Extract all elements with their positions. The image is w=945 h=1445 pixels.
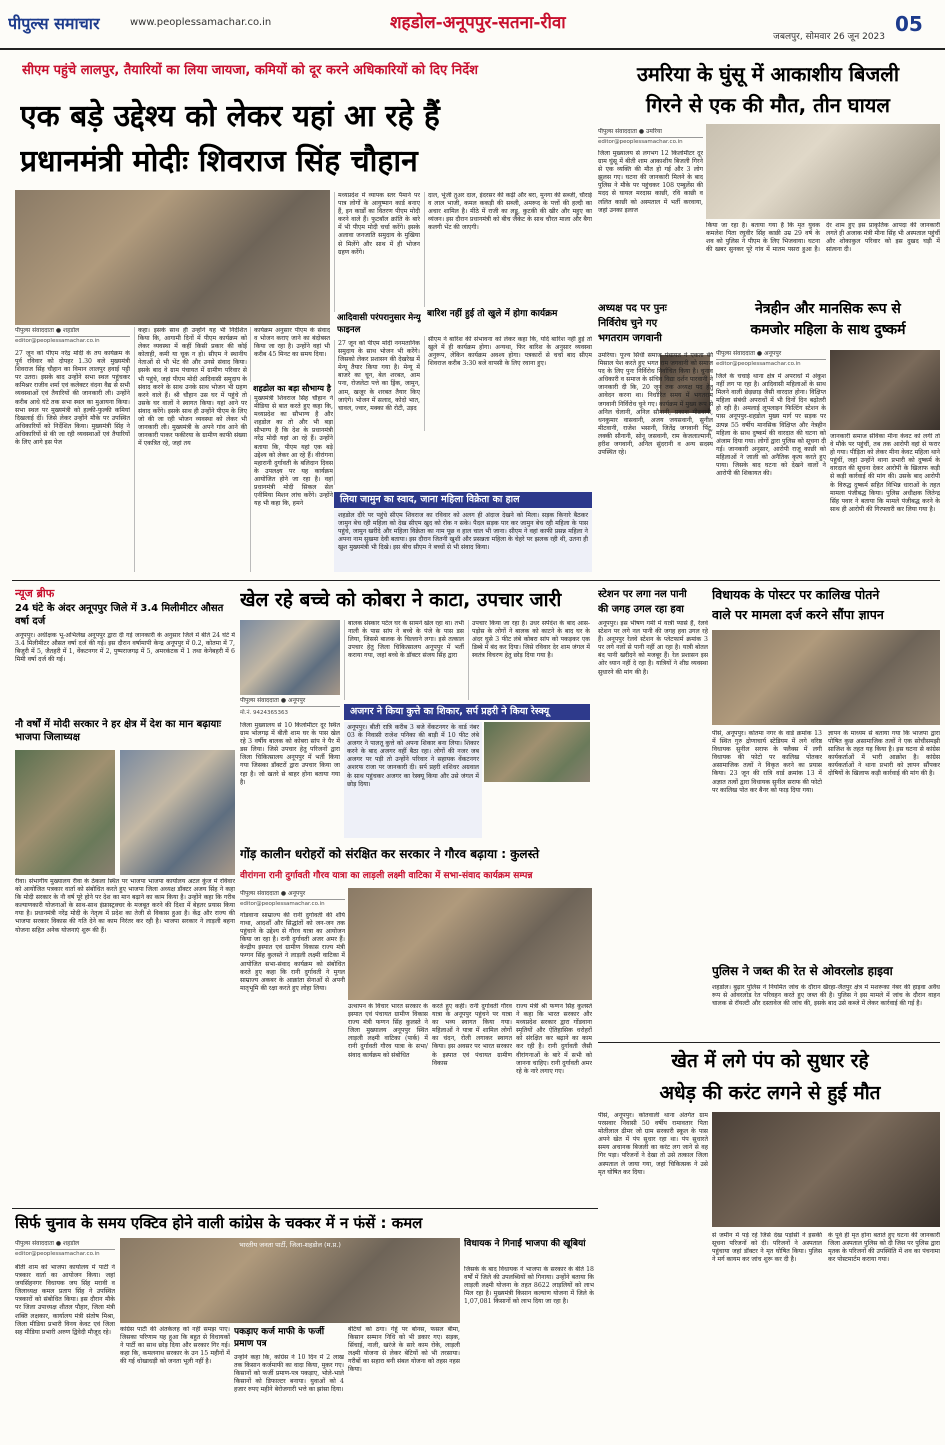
lead-email: editor@peoplessamachar.co.in bbox=[15, 338, 100, 344]
disabled-headline-2: कमजोर महिला के साथ दुष्कर्म bbox=[750, 322, 906, 338]
umaria-body-2: किया जा रहा है। बताया गया है कि मृत युवक कमलेश पिता रघुवीर सिंह काछी उम्र 29 वर्ष के शव को पुलिस ने पीएम के लिए भिजवाया। घटना की खबर सुनकर पूरे गांव में मातम पसरा हुआ है। देर शाम हुए इस प्राकृतिक आपदा की जानकारी लगते ही अजाक मंत्री मीना सिंह भी अस्पताल पहुंचीं और शोकाकुल परिवार को इस दुखद घड़ी में सांत्वना दी। bbox=[706, 222, 940, 254]
lead-col-2: कहा। इसके साथ ही उन्होंने यह भी निर्देशित किया कि, आगामी दिनों में पीएम कार्यक्रम को लेकर व्यवस्था में कहीं किसी प्रकार की कोई कोताही, कमी या चूक न हो। सीएम ने स्थानीय नेताओं से भी भेंट की और उनसे संवाद किया। इसके बाद वे ग्राम पंचायत में ग्रामीण परिवार से भी पहुंचे, जहां पीएम मोदी आदिवासी समुदाय के संवाद करने के साथ उनके साथ भोजन भी ग्रहण करने वाले हैं। श्री चौहान उस घर में पहुंचे तो उसके घर वालों ने स्वागत किया। यहां आने पर संवाद करेंगे। इसके साथ ही उन्होंने पीएम के लिए जो की जा रही भोजन व्यवस्था को लेकर भी जानकारी ली। मुख्यमंत्री के अपने गांव आने की जानकारी पाकर फकीरया के ग्रामीण काफी संख्या में एकत्रित रहे, जहां तय bbox=[134, 327, 247, 572]
cobra-headline: खेल रहे बच्चे को कोबरा ने काटा, उपचार जारी bbox=[240, 589, 562, 611]
cobra-photo bbox=[240, 620, 340, 695]
pump-body-2: से जमीन में पड़े रहे जिसे देख पड़ोसी ने इसकी सूचना परिजनों को दी। परिजनों ने अस्पताल पहुंचाया जहां डॉक्टर ने मृत घोषित किया। पुलिस ने मर्ग कायम कर जांच शुरू कर दी है। bbox=[712, 1232, 822, 1264]
congress-subhead-scheme: विधायक ने गिनाईं भाजपा की खूबियां bbox=[464, 1239, 586, 1249]
poster-body: पीसं, अनूपपुर। कोतमा नगर के वार्ड क्रमांक 13 में स्थित गुरु द्रोणाचार्य स्टेडियम में लगे वरिष्ठ विधायक सुनील सराफ के फ्लैक्स में लगी विधायक की फोटो पर कालिख पोतकर असामाजिक तत्वों ने विकृत करने का प्रयास किया। 23 जून की रात्रि वार्ड क्रमांक 13 में अज्ञात तत्वों द्वारा विधायक सुनील सराफ की फोटो पर कालिख पोत कर बैनर को फाड़ दिया गया। bbox=[712, 730, 822, 794]
poster-body-2: ज्ञापन के माध्यम से बताया गया कि भाजपा द्वारा पोषित कुछ असामाजिक तत्वों ने एक सोचीसमझी साजिश के तहत यह किया है। इस घटना से कांग्रेस कार्यकर्ताओं में भारी आक्रोश है। कांग्रेस कार्यकर्ताओं ने थाना प्रभारी को ज्ञापन सौंपकर दोषियों के खिलाफ कड़ी कार्रवाई की मांग की है। bbox=[828, 730, 940, 778]
divider bbox=[12, 580, 940, 581]
pump-photo bbox=[712, 1112, 940, 1227]
umaria-photo bbox=[706, 124, 940, 219]
gond-body-3: करते हुए कही। रानी दुर्गावती गौरव यात्रा के अनूपपुर पहुंचने पर यात्रा का भव्य स्वागत किया गया। महिलाओं ने यात्रा में शामिल लोगों का चंदन, रोली लगाकर स्वागत किया। इस अवसर पर भारत सरकार के इस्पात एवं पंचायत ग्रामीण विकास bbox=[432, 1003, 512, 1067]
lead-col-1: 27 जून को पीएम नरेंद्र मोदी के तय कार्यक्रम के पूर्व रविवार को दोपहर 1.30 बजे मुख्यमंत्री शिवराज सिंह चौहान का विमान लालपुर हवाई पट्टी पर उतरा। इसके बाद उन्होंने सभा स्थल पहुंचकर कमिश्नर राजीव शर्मा एवं कलेक्टर वंदना वैद्य से सभी व्यवस्थाओं एवं तैयारियों की जानकारी ली। उन्होंने करीब आधे घंटे तक सभा स्थल का मुआयना किया। सभा स्थल पर मुख्यमंत्री को हल्की-फुल्की कमियां दिखलाई दीं। जिसे लेकर उन्होंने मौके पर उपस्थित अधिकारियों को निर्देशित किया। मुख्यमंत्री सिंह ने अधिकारियों से की जा रही व्यवस्थाओं एवं तैयारियों के लिए आगे इस पेज bbox=[15, 350, 130, 447]
police-headline: पुलिस ने जब्त की रेत से ओवरलोड हाइवा bbox=[712, 964, 893, 978]
page-number: 05 bbox=[895, 12, 923, 36]
lead-col-3b: मुख्यमंत्री शिवराज सिंह चौहान ने मीडिया से बात करते हुए कहा कि, मध्यप्रदेश का सौभाग्य है और शहडोल का तो और भी बड़ा सौभाग्य है कि देश के प्रधानमंत्री नरेंद्र मोदी यहां आ रहे हैं। उन्होंने बताया कि, पीएम यहां एक बड़े उद्देश्य को लेकर आ रहे हैं। वीरांगना महारानी दुर्गावती के बलिदान दिवस के उपलक्ष्य पर यह कार्यक्रम आयोजित होने जा रहा है। वहां प्रधानमंत्री मोदी सिकल सेल एनीमिया मिशन लांच करेंगे। उन्होंने यह भी कहा कि, हमने bbox=[250, 395, 333, 572]
lead-col-5b: सीएम ने बारिश की संभावना को लेकर कहा कि, यदि बारिश नहीं हुई तो खुले में ही कार्यक्रम होगा। अन्यथा, फिर बारिश के अनुसार व्यवस्था अनुरूप, लेकिन कार्यक्रम अवश्य होगा। पत्रकारों से चर्चा बाद सीएम शिवराज करीब 3:30 बजे वापसी के लिए रवाना हुए। bbox=[424, 336, 592, 431]
cobra-byline: पीपुल्स संवाददाता ● अनूपपुर bbox=[240, 697, 340, 707]
congress-banner: भारतीय जनता पार्टी, जिला-शहडोल (म.प्र.) bbox=[239, 1241, 341, 1249]
region-title: शहडोल-अनूपपुर-सतना-रीवा bbox=[390, 13, 566, 33]
gond-subhead: वीरांगना रानी दुर्गावती गौरव यात्रा का लाड़ली लक्ष्मी वाटिका में सभा-संवाद कार्यक्रम सम्पन्न bbox=[240, 871, 533, 881]
jagwani-headline-3: भगतराम जगवानी bbox=[598, 333, 662, 344]
congress-subhead-waiver: पकड़ाए कर्ज माफी के फर्जी प्रमाण पत्र bbox=[234, 1327, 325, 1349]
cobra-phone: मो.नं. 9424365363 bbox=[240, 710, 289, 716]
disabled-photo bbox=[830, 350, 940, 430]
umaria-byline: पीपुल्स संवाददाता ● उमरिया bbox=[598, 128, 703, 138]
pump-body-3: के पूर्व ही मृत होना बताते हुए घटना की जानकारी जिला अस्पताल पुलिस को दी जिस पर पुलिस द्वारा मृतक के परिजनों की उपस्थिति में शव का पंचनामा कर पोस्टमार्टम कराया गया। bbox=[828, 1232, 940, 1264]
brief-2-photo-2 bbox=[120, 750, 235, 875]
divider-3 bbox=[598, 1042, 940, 1043]
pump-headline-2: अधेड़ की करंट लगने से हुई मौत bbox=[659, 1082, 881, 1104]
gond-byline: पीपुल्स संवाददाता ● अनूपपुर bbox=[240, 890, 345, 900]
python-body: अनूपपुर। बीती रात्रि करीब 3 बजे वेंकटनगर के वार्ड नंबर 03 के निवासी राजेश पनिका की बाड़ी में 10 फीट लंबे अजगर ने पालतू कुत्ते को अपना शिकार बना लिया। शिकार करने के बाद अजगर वहीं बैठा रहा। लोगों की नजर जब अजगर पर पड़ी तो उन्होंने परिवार ने सहायक वेंकटनगर अशरफ राजा पर जानकारी दी। सर्प प्रहरी शशिधर अग्रवाल के साथ पहुंचकर अजगर का रेस्क्यू किया और उसे जंगल में छोड़ दिया। bbox=[344, 722, 482, 838]
website[interactable]: www.peoplessamachar.co.in bbox=[130, 17, 272, 28]
poster-headline-1: विधायक के पोस्टर पर कालिख पोतने bbox=[712, 587, 880, 602]
poster-headline-2: वाले पर मामला दर्ज करने सौंपा ज्ञापन bbox=[712, 607, 884, 622]
umaria-body: जिला मुख्यालय से लगभग 12 किलोमीटर दूर ग्राम घुंसू में बीती शाम आकाशीय बिजली गिरने से एक व्यक्ति की मौत हो गई और 3 लोग झुलस गए। घटना की जानकारी मिलने के बाद पुलिस ने मौके पर पहुंचकर 108 एम्बुलेंस की मदद से घायल मरदास काछी, रवि काछी व ललित काछी को अस्पताल में भर्ती करवाया, जहां उनका इलाज bbox=[598, 150, 703, 214]
lead-headline-1: एक बड़े उद्देश्य को लेकर यहां आ रहे हैं bbox=[20, 99, 440, 134]
congress-email: editor@peoplessamachar.co.in bbox=[15, 1251, 100, 1257]
brief-1-headline: 24 घंटे के अंदर अनूपपुर जिले में 3.4 मिलीमीटर औसत वर्षा दर्ज bbox=[15, 603, 224, 627]
congress-headline: सिर्फ चुनाव के समय एक्टिव होने वाली कांग्रेस के चक्कर में न फंसें : कमल bbox=[15, 1214, 423, 1232]
jagwani-headline-1: अध्यक्ष पद पर पुनः bbox=[598, 303, 667, 314]
cobra-body-2: बालक संस्कार पटेल घर के सामने खेल रहा था। तभी नाली के पास सांप ने बच्चे के पंजे के पास डस लिया, जिससे बालक के चिल्लाने लगा। इसे तत्काल उपचार हेतु जिला चिकित्सालय अनूपपुर में भर्ती कराया गया, जहां बच्चे के डॉक्टर संजय सिंह द्वारा bbox=[344, 620, 464, 700]
gond-headline: गोंड़ कालीन धरोहरों को संरक्षित कर सरकार ने गौरव बढ़ाया : कुलस्ते bbox=[240, 847, 540, 861]
lead-col-3-subhead: शहडोल का बड़ा सौभाग्य है bbox=[253, 384, 332, 393]
lead-col-4b: 27 जून को पीएम मोदी ननमतानिक समुदाय के साथ भोजन भी करेंगे। जिसको लेकर प्रशासन की देखरेख में मेन्यू तैयार किया गया है। मेन्यू में बाजरे का चून, बेल शरबत, आम पना, रोजलेटा पत्ते का ड्रिंक, जामुन, आम, खजूर के शरबत तैयार किए जाएंगे। भोजन में सलाद, कोदो भात, चावल, ज्वार, मक्का की रोटी, उड़द bbox=[334, 340, 420, 485]
gond-body-4: राज्य मंत्री श्री फग्गन सिंह कुलस्ते ने कहा कि भारत सरकार और मध्यप्रदेश सरकार द्वारा गोंडवाना स्मृतियों और ऐतिहासिक धरोहरों को संरक्षित कर बढ़ाने का काम कर रही है। रानी दुर्गावती जैसी वीरांगनाओं के बारे में सभी को जानना चाहिए। रानी दुर्गावती अमर रहे के नारे लगाए गए। bbox=[516, 1003, 592, 1075]
umaria-headline-2: गिरने से एक की मौत, तीन घायल bbox=[646, 93, 890, 117]
station-body: अनूपपुर। इस भीषण गर्मी में यात्री प्यासे हैं, रेलवे स्टेशन पर लगे नल पानी की जगह हवा उगल रहे हैं। अनूपपुर रेलवे स्टेशन के प्लेटफार्म क्रमांक 3 पर लगे नलों से पानी नहीं आ रहा है। यात्री बोतल बंद पानी खरीदने को मजबूर हैं। रेल प्रशासन इस ओर ध्यान नहीं दे रहा है। यात्रियों ने शीघ्र व्यवस्था सुधारने की मांग की है। bbox=[598, 620, 708, 676]
congress-byline: पीपुल्स संवाददाता ● शहडोल bbox=[15, 1240, 115, 1250]
gond-body-2: उत्थापन के विचार भारत सरकार के इस्पात एवं पंचायत ग्रामीण विकास राज्य मंत्री फग्गन सिंह कुलस्ते ने जिला मुख्यालय अनूपपुर स्थित लाड़ली लक्ष्मी वाटिका (पार्क) में रानी दुर्गावती गौरव यात्रा के सभा/संवाद कार्यक्रम को संबोधित bbox=[348, 1003, 428, 1059]
jagwani-headline-2: निर्विरोध चुने गए bbox=[598, 318, 658, 329]
lead-col-4-subhead: आदिवासी परंपरानुसार मेन्यू फाइनल bbox=[337, 313, 421, 335]
divider-2 bbox=[12, 1208, 598, 1209]
brief-2-photo-1 bbox=[15, 750, 115, 875]
python-headline: अजगर ने किया कुत्ते का शिकार, सर्प प्रहरी ने किया रेस्क्यू bbox=[344, 704, 590, 720]
gond-photo bbox=[348, 888, 592, 1000]
congress-body-4: बेटियों को ठगा। गेहूं पर बोनस, फसल बीमा, किसान सम्मान निधि को भी डकार गए। सड़क, सिंचाई, नाली, खरंजे के सारे काम रोके, लाड़ली लक्ष्मी योजना से लेकर बेटियों को भी तरसाया। गरीबों का सहारा बनी संबल योजना को तहस नहस किया। bbox=[348, 1326, 460, 1374]
disabled-email: editor@peoplessamachar.co.in bbox=[716, 361, 801, 367]
congress-photo bbox=[120, 1238, 460, 1323]
brief-2-headline: नौ वर्षों में मोदी सरकार ने हर क्षेत्र में देश का मान बढ़ायाः भाजपा जिलाध्यक्ष bbox=[15, 719, 221, 743]
lead-col-5: दाल, भूंजी तुअर दाल, इंदरसर की कढ़ी और बरा, मुनगा की सब्जी, चौराई व लाल भाजी, कमल ककड़ी की सब्जी, अमरूद के पत्तों की हल्दी का अचार शामिल है। मीठे में राजी का लड्डू, कुटकी की खीर और महुए का व्यंजन। इस दौरान प्रधानमंत्री को बीच जैकेट के साथ चौरत माला और बैगा कलगी भेंट की जाएगी। bbox=[424, 192, 592, 307]
congress-body-3: उन्होंने कहा कि, कांग्रेस ने 10 दिन में 2 लाख तक किसान कर्जमाफी का वादा किया, मुकर गए। किसानों को फर्जी प्रमाण-पत्र पकड़ाए, भोले-भाले किसानों को डिफाल्टर बनाया। युवाओं को 4 हजार रुपए महीने बेरोजगारी भत्ते का झांसा दिया। bbox=[234, 1354, 344, 1394]
poster-photo bbox=[712, 630, 940, 725]
python-photo bbox=[484, 722, 590, 782]
page-date: जबलपुर, सोमवार 26 जून 2023 bbox=[773, 32, 885, 42]
congress-body-1: बीती शाम को भाजपा कार्यालय में पार्टी ने पत्रकार वार्ता का आयोजन किया। जहां जयसिंहनगर विधायक जय सिंह मरावी व जिलाध्यक्ष कमल प्रताप सिंह ने उपस्थित पत्रकारों को संबोधित किया। इस दौरान मौके पर जिला उपाध्यक्ष शीतल पौहार, जिला मंत्री शक्ति लक्षकार, कार्यालय मंत्री संतोष मिश्रा, जिला मीडिया प्रभारी विनय केवट एवं जिला सह मीडिया प्रभारी अरुण द्विवेदी मौजूद रहे। bbox=[15, 1264, 115, 1336]
congress-body-5: जिसके के बाद विधायक ने भाजपा के सरकार के बीते 18 वर्षों में जिले की उपलब्धियों को गिनाया। उन्होंने बताया कि लाड़ली लक्ष्मी योजना के तहत 8622 लाड़लियों को लाभ मिल रहा है। मुख्यमंत्री किसान कल्याण योजना में जिले के 1,07,081 किसानों को लाभ दिया जा रहा है। bbox=[464, 1266, 594, 1306]
lead-col-5-subhead: बारिश नहीं हुई तो खुले में होगा कार्यक्रम bbox=[427, 309, 558, 319]
lead-kicker: सीएम पहुंचे लालपुर, तैयारियों का लिया जायजा, कमियों को दूर करने अधिकारियों को दिए निर्देश bbox=[22, 63, 478, 78]
congress-body-2: कांग्रेस पार्टी की अंतर्कलह को नहीं समझ पाए। जिसका परिणाम यह हुआ कि बहुत से विधायकों ने पार्टी का साथ छोड़ दिया और सरकार गिर गई। कहा कि, कमलनाथ सरकार के उन 15 महीनों में की गई धोखाधड़ी को जनता भूली नहीं है। bbox=[120, 1326, 230, 1366]
station-headline-2: की जगह उगल रहा हवा bbox=[598, 604, 684, 615]
police-body: शहडोल। बुढ़ार पुलिस ने नियमित जांच के दौरान खैरहा-जैतपुर क्षेत्र में मशरूका नंबर की हाइवा अवैध रूप से ओवरलोड रेत परिवहन करते हुए जब्त की है। पुलिस ने इस मामले में जांच के दौरान वाहन चालक से रॉयल्टी और दस्तावेज की जांच की, इसके बाद उसे कब्जे में लेकर कार्रवाई की गई है। bbox=[712, 984, 940, 1008]
disabled-headline-1: नेत्रहीन और मानसिक रूप से bbox=[755, 301, 901, 317]
lead-col-3: कार्यक्रम अनुसार पीएम के संवाद व भोजन कराए जाने का बंदोबस्त किया जा रहा है। उन्होंने वहां भी करीब 45 मिनट का समय दिया। bbox=[250, 327, 330, 382]
jagwani-body: उमरिया। पूज्य सिंधी समाज पंचायत ने एकता की मिसाल पेश करते हुए भगत राम जगवानी को समाज पद के लिए पुनः निर्विरोध निर्वाचित किया है। चुनाव अधिकारी व समाज के संचिव विद्या दर्शन पारवानी ने जानकारी दी कि, 20 जून तक अध्यक्ष पद हेतु आवेदन करना था। निर्धारित समय में भगतराम जगवानी निर्विरोध चुने गए। कार्यक्रम में मुख्य रूप से अनिल चेलानी, अनिल सौनानी, प्रकाश मीडवानी, धनकुमार वासवानी, अजय जयसवानी, सुनील मीटवानी, राजेश भसानी, जितेंद्र जगवानी पिंटू, लक्की सौनानी, सोनू जसवानी, राम केजलाल्मानी, हरीश जगवानी, अनिल सुंदरानी व अन्य सदस्य उपस्थित रहे। bbox=[598, 352, 713, 457]
disabled-byline: पीपुल्स संवाददाता ● अनूपपुर bbox=[716, 350, 826, 360]
lead-headline-2: प्रधानमंत्री मोदीः शिवराज सिंह चौहान bbox=[20, 144, 418, 179]
jamun-body: शहडोल दौरे पर पहुंचे सीएम शिवराज का रविवार को अलग ही अंदाज देखने को मिला। सड़क किनारे बैठकर जामुन बेच रही महिला को देख सीएम खुद को रोक न सके। पैदल सड़क पार कर जामुन बेच रही महिला के पास पहुंचे, जामुन खरीदे और महिला विक्रेता का नाम पूछ व हाल चाल भी जाना। सीएम ने वहां काफी प्रसन्न महिला ने अपना नाम सुखमा देवी बताया। इस दौरान जितनी खुशी और प्रसन्नता महिला के चेहरे पर झलक रही थी, उतना ही खुश मुख्यमंत्री भी दिखे। इस बीच सीएम ने बच्चों से भी संवाद किया। bbox=[334, 510, 592, 572]
brief-1-body: अनूपपुर। अधीक्षक भू-अभिलेख अनूपपुर द्वारा दी गई जानकारी के अनुसार जिले में बीते 24 घंटे में 3.4 मिलीमीटर औसत वर्षा दर्ज की गई। इस दौरान वर्षामापी केन्द्र अनूपपुर में 0.2, कोतमा में 7, बिजुरी में 5, जैतहरी में 1, वेंकटनगर में 2, पुष्पराजगढ़ में 5, अमरकंटक में 1 तथा केनेबहरी में 6 मिमी वर्षा दर्ज की गई। bbox=[15, 632, 235, 664]
disabled-body: जिले के चचाई थाना क्षेत्र में अपराधों में अंकुश नहीं लग पा रहा है। आदिवासी महिलाओं के साथ मिलने वाली छेड़छाड़ जैसी वारदात होना। विक्षिप्त महिला संबंधी अपराधों में भी दिनों दिन बढ़ोतरी हो रही है। अमलाई लूपलाइन फिल्टिंग स्टेशन के पास अनूपपुर-शहडोल मुख्य मार्ग पर सड़क पर उत्पन्न 55 वर्षीय मानसिक विक्षिप्त और नेत्रहीन महिला के साथ दुष्कर्म की वारदात की घटना को अंजाम दिया गया। लोगों द्वारा पुलिस को सूचना दी गई। जानकारी अनुसार, आरोपी राजू काछी को महिलाओं ने जाली को अनैतिक कृत्य करते हुए पाया। जिसके बाद घटना को देखने वालों ने आरोपी की शिकायत की। bbox=[716, 373, 826, 478]
umaria-email: editor@peoplessamachar.co.in bbox=[598, 139, 683, 145]
disabled-body-2: जानकारी समाज सेविका मीना केवट को लगी तो वे मौके पर पहुंचीं, तब तक आरोपी वहां से फरार हो गया। पीड़िता को लेकर मीना केवट महिला थाने पहुंचीं, जहां उन्होंने थाना प्रभारी को दुष्कर्म के वारदात की सूचना देकर आरोपी के खिलाफ कड़ी से कड़ी कार्रवाई की मांग की। उसके बाद आरोपी के विरुद्ध दुष्कर्म सहित विभिन्न धाराओं के तहत मामला पंजीबद्ध किया। पुलिस अधीक्षक जितेन्द्र सिंह पवार ने बताया कि मामले पंजीबद्ध करने के साथ ही आरोपी की गिरफ्तारी कर लिया गया है। bbox=[830, 433, 940, 513]
station-headline-1: स्टेशन पर लगा नल पानी bbox=[598, 589, 687, 600]
brief-2-body: रीवा। संभागीय मुख्यालय रीवा के ठेकला स्थित पर भाजपा भाजपा कार्यालय अटल कुंज में रविवार को आयोजित पत्रकार वार्ता को संबोधित करते हुए भाजपा जिला अध्यक्ष डॉक्टर अजय सिंह ने कहा कि मोदी सरकार के नौ वर्ष पूरे होने पर देश का मान बढ़ाने का काम किया है। उन्होंने कहा कि गरीब कल्याणकारी योजनाओं के साथ-साथ इंफ्रास्ट्रक्चर के मजबूत करने की दिशा में बेहतर प्रयास किया गया है। प्रधानमंत्री नरेंद्र मोदी के नेतृत्व में प्रदेश का तेजी से विकास हुआ है। केंद्र और राज्य की भाजपा सरकार विकास की गति देने का काम निरंतर कर रही है। भाजपा सरकार ने लाड़ली बहना योजना सहित अनेक योजनाएं शुरू की हैं। bbox=[15, 878, 235, 934]
gond-email: editor@peoplessamachar.co.in bbox=[240, 901, 325, 907]
news-brief-label: न्यूज ब्रीफ bbox=[15, 587, 55, 600]
umaria-headline-1: उमरिया के घुंसू में आकाशीय बिजली bbox=[636, 62, 900, 86]
masthead bbox=[0, 0, 945, 50]
cobra-body-3: उपचार किया जा रहा है। उधर सर्पदंश के बाद आस-पड़ोस के लोगों ने बालक को काटने के बाद घर के अंदर घुसे 3 फीट लंबे कोबरा सांप को पकड़कर एक डिब्बे में बंद कर दिया। जिसे रविवार देर शाम जंगल में स्वतंत्र विचरण हेतु छोड़ दिया गया है। bbox=[468, 620, 590, 700]
gond-body-1: गोंडवाना साम्राज्य की रानी दुर्गावती की शौर्य गाथा, आदर्शों और सिद्धांतों को जन-जन तक पहुंचाने के उद्देश्य से गौरव यात्रा का आयोजन किया जा रहा है। रानी दुर्गावती अजर अमर हैं। केन्द्रीय इस्पात एवं ग्रामीण विकास राज्य मंत्री फग्गन सिंह कुलस्ते ने लाड़ली लक्ष्मी वाटिका में आयोजित सभा-संवाद कार्यक्रम को संबोधित करते हुए कहा कि रानी दुर्गावती ने मुगल साम्राज्य अकबर के आक्रांता सेनाओं से अपनी मातृभूमि की रक्षा करते हुए लोहा लिया। bbox=[240, 912, 345, 992]
pump-headline-1: खेत में लगे पंप को सुधार रहे bbox=[671, 1050, 869, 1072]
cobra-body-1: जिला मुख्यालय से 10 किलोमीटर दूर स्थित ग्राम भोलगढ़ में बीती शाम घर के पास खेल रहे 3 वर्षीय बालक को कोबरा सांप ने पैर में डस लिया। जिसे उपचार हेतु परिजनों द्वारा जिला चिकित्सालय अनूपपुर में भर्ती किया गया जिसका डॉक्टरों द्वारा उपचार किया जा रहा है। जो खतरे से बाहर होना बताया गया है। bbox=[240, 722, 340, 786]
pump-body: पीसं, अनूपपुर। कोतवाली थाना अंतर्गत ग्राम परसवार निवासी 50 वर्षीय रामावतार पिता मोतीलाल ढीमर जो ग्राम सरकारी स्कूल के पास अपने खेत में पंप सुधार रहा था। पंप सुधारते समय अचानक बिजली का करंट लग जाने से वह गिर पड़ा। परिजनों ने देखा तो उसे तत्काल जिला अस्पताल ले जाया गया, जहां चिकित्सक ने उसे मृत घोषित कर दिया। bbox=[598, 1112, 708, 1176]
lead-col-4: मध्यप्रदेश में व्यापक स्तर पैमाने पर पात्र लोगों के आयुष्मान कार्ड बनाए हैं, इन कार्डों का वितरण पीएम मोदी करने वाले हैं। फुटबॉल क्रांति के बारे में भी पीएम मोदी चर्चा करेंगे। इसके अलावा जनजाति समुदाय के मुखिया से मिलेंगे और साथ में ही भोजन ग्रहण करेंगे। bbox=[334, 192, 420, 312]
lead-photo bbox=[15, 190, 330, 325]
lead-byline: पीपुल्स संवाददाता ● शहडोल bbox=[15, 327, 130, 337]
jamun-headline: लिया जामुन का स्वाद, जाना महिला विक्रेता का हाल bbox=[334, 492, 592, 508]
brand-logo: पीपुल्स समाचार bbox=[8, 14, 100, 33]
